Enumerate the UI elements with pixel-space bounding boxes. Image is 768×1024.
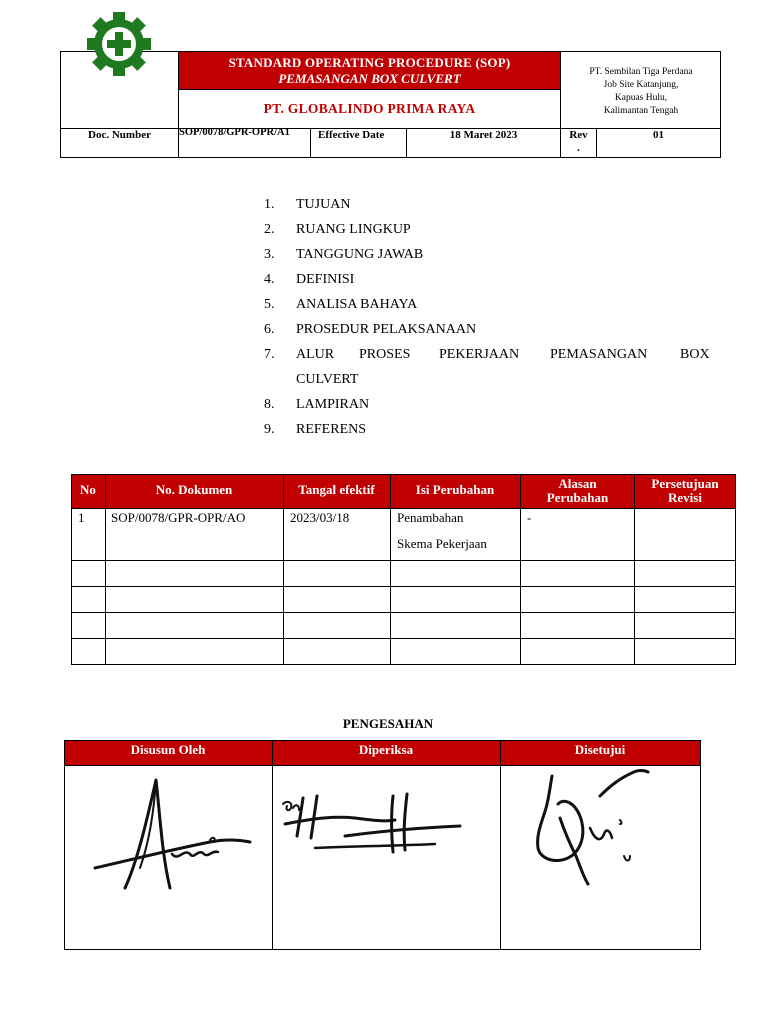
column-header: No. Dokumen <box>155 482 233 497</box>
signature-image <box>90 770 260 900</box>
signature-image <box>530 768 670 898</box>
company-name: PT. GLOBALINDO PRIMA RAYA <box>263 101 476 116</box>
effective-date-label: Effective Date <box>318 129 385 141</box>
company-logo-icon <box>83 12 155 76</box>
column-header: Diperiksa <box>358 742 414 757</box>
column-header: Tangal efektif <box>298 482 375 497</box>
doc-number-value: SOP/0078/GPR-OPR/A1 <box>179 127 290 138</box>
column-header: Disetujui <box>574 742 626 757</box>
signature-image <box>275 790 475 870</box>
sop-subtitle: PEMASANGAN BOX CULVERT <box>278 71 461 86</box>
column-header: Isi Perubahan <box>415 482 495 497</box>
effective-date-value: 18 Maret 2023 <box>449 129 518 141</box>
column-header: Persetujuan Revisi <box>651 476 719 505</box>
column-header: No <box>80 482 96 497</box>
doc-number-label: Doc. Number <box>88 129 151 141</box>
sop-title: STANDARD OPERATING PROCEDURE (SOP) <box>228 55 511 70</box>
rev-value: 01 <box>653 129 664 141</box>
column-header: Alasan Perubahan <box>546 476 609 505</box>
sop-title-banner <box>179 52 560 89</box>
column-header: Disusun Oleh <box>130 742 206 757</box>
rev-label: Rev <box>569 129 588 141</box>
approval-title: PENGESAHAN <box>342 716 434 731</box>
site-location: PT. Sembilan Tiga Perdana Job Site Katanjung, Kapuas Hulu, Kalimantan Tengah <box>589 67 693 116</box>
